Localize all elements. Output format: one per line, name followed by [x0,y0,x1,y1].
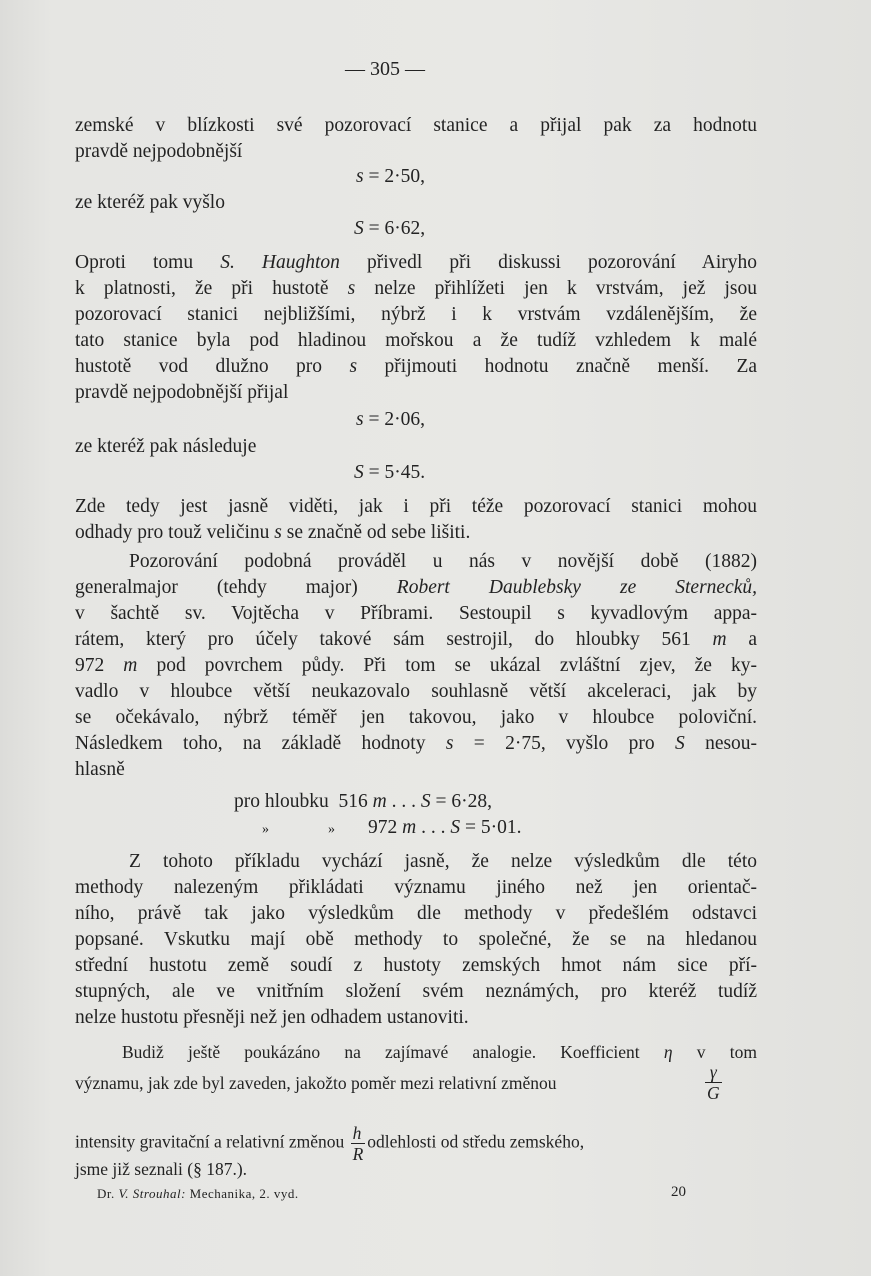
numerator: γ [705,1062,722,1083]
equation [356,164,425,190]
text: se značně od sebe lišiti. [286,522,471,543]
text: nelze přihlížeti jen k vrstvám, jež jsou [374,278,758,299]
depth: 516 [338,791,368,812]
unit: m [712,629,727,650]
text: = 2·75, vyšlo pro [473,733,655,754]
text-line: pravdě nejpodobnější [75,141,243,162]
text: přijmouti hodnotu značně menší. Za [384,356,758,377]
person-name: S. Haughton [220,252,340,273]
text-line: pozorovací stanici nejbližšími, nýbrž i k vrstvám vzdálenějším, že [75,304,757,325]
text-line: pravdě nejpodobnější přijal [75,382,289,403]
equation-value: = 2·06, [363,409,425,430]
text: odlehlosti od středu zemského, [367,1131,585,1152]
dots: . . . [416,817,451,838]
row-label: pro hloubku [234,791,329,812]
numerator: h [351,1123,366,1144]
dots: . . . [386,791,421,812]
text-line: ze kteréž pak následuje [75,436,257,457]
text-line: vadlo v hloubce větší neukazovalo souhlasně větší akceleraci, jak by [75,681,757,702]
text-line [75,520,757,546]
text-line: tato stanice byla pod hladinou mořskou a že tudíž vzhledem k malé [75,330,757,351]
text: pod povrchem půdy. Při tom se ukázal zvláštní zjev, že ky- [156,655,757,676]
text-line: v šachtě sv. Vojtěcha v Příbrami. Sestoupil s kyvadlovým appa- [75,603,757,624]
variable: S [674,733,685,754]
equation [356,407,425,433]
text-line: ního, právě tak jako výsledkům dle methody v předešlém odstavci [75,903,757,924]
author-prefix: Dr. [97,1186,115,1201]
equation [354,216,425,242]
text-line: Pozorování podobná prováděl u nás v novější době (1882) [129,551,757,572]
sheet-signature: 20 [671,1184,686,1200]
denominator: G [707,1083,720,1103]
variable: s [445,733,454,754]
text: intensity gravitační a relativní změnou [75,1131,345,1152]
text-line [75,575,757,601]
unit: m [123,655,138,676]
denominator: R [352,1144,364,1164]
text: 972 [75,655,105,676]
text-line: Zde tedy jest jasně viděti, jak i při téže pozorovací stanici mohou [75,496,757,517]
equation [354,460,425,486]
text-line [75,250,757,276]
page-number: — 305 — [345,58,425,80]
person-name: Robert Daublebsky ze Sternecků, [396,577,758,598]
text: odhady pro touž veličinu [75,522,270,543]
depth-result-row [234,789,492,815]
text-line [75,653,757,679]
value: = 6·28, [430,791,493,812]
text: generalmajor (tehdy major) [75,577,358,598]
variable: s [356,409,364,430]
variable: η [663,1042,673,1062]
equation-value: = 2·50, [363,166,425,187]
unit: m [372,791,387,812]
book-title: Mechanika, 2. vyd. [189,1186,299,1201]
depth: 972 [368,817,398,838]
text-line: jsme již seznali (§ 187.). [75,1159,248,1179]
variable: S [354,218,364,239]
text-line [75,627,757,653]
text-line: popsané. Vskutku mají obě methody to společné, že se na hledanou [75,929,757,950]
text: přivedl při diskussi pozorování Airyho [367,252,758,273]
text-line: nelze hustotu přesněji než jen odhadem ustanoviti. [75,1007,469,1028]
text-line: methody nalezeným přikládati významu jiného než jen orientač- [75,877,757,898]
text-line: Z tohoto příkladu vychází jasně, že nelze výsledkům dle této [129,851,757,872]
text-line: zemské v blízkosti své pozorovací stanice a přijal pak za hodnotu [75,115,757,136]
equation-value: = 6·62, [363,218,426,239]
depth-result-row [262,815,269,843]
equation-value: = 5·45. [363,462,426,483]
fraction [703,1062,724,1103]
footer-signature [97,1186,299,1202]
text: nesou- [705,733,758,754]
variable: s [349,356,358,377]
text-line: stupných, ale ve vnitřním složení svém neznámých, pro kteréž tudíž [75,981,757,1002]
text: a [748,629,758,650]
variable: S [450,817,461,838]
text: Oproti tomu [75,252,194,273]
text-line [75,276,757,302]
text: hustotě vod dlužno pro [75,356,323,377]
author: V. Strouhal: [118,1186,186,1201]
variable: s [347,278,356,299]
text-line [75,1039,757,1065]
variable: S [420,791,431,812]
value: = 5·01. [460,817,522,838]
text: Následkem toho, na základě hodnoty [75,733,426,754]
ditto-mark: » [328,822,335,837]
text-line: hlasně [75,759,125,780]
variable: s [274,522,282,543]
depth-result-row [368,815,521,841]
text: rátem, který pro účely takové sám sestrojil, do hloubky 561 [75,629,691,650]
text-line: významu, jak zde byl zaveden, jakožto poměr mezi relativní změnou [75,1073,557,1093]
text-line [75,354,757,380]
text: k platnosti, že při hustotě [75,278,329,299]
text-line: se očekávalo, nýbrž téměř jen takovou, jako v hloubce poloviční. [75,707,757,728]
ditto-mark: » [262,822,269,837]
text-line [75,1123,757,1164]
text-line: ze kteréž pak vyšlo [75,192,225,213]
text: Budiž ještě poukázáno na zajímavé analogie. Koefficient [122,1042,640,1062]
text-line [75,731,757,757]
text-line: střední hustotu země soudí z hustoty zemských hmot nám sice pří- [75,955,757,976]
variable: S [354,462,364,483]
depth-result-row [328,815,335,843]
text: v tom [696,1042,757,1062]
variable: s [356,166,364,187]
unit: m [402,817,417,838]
